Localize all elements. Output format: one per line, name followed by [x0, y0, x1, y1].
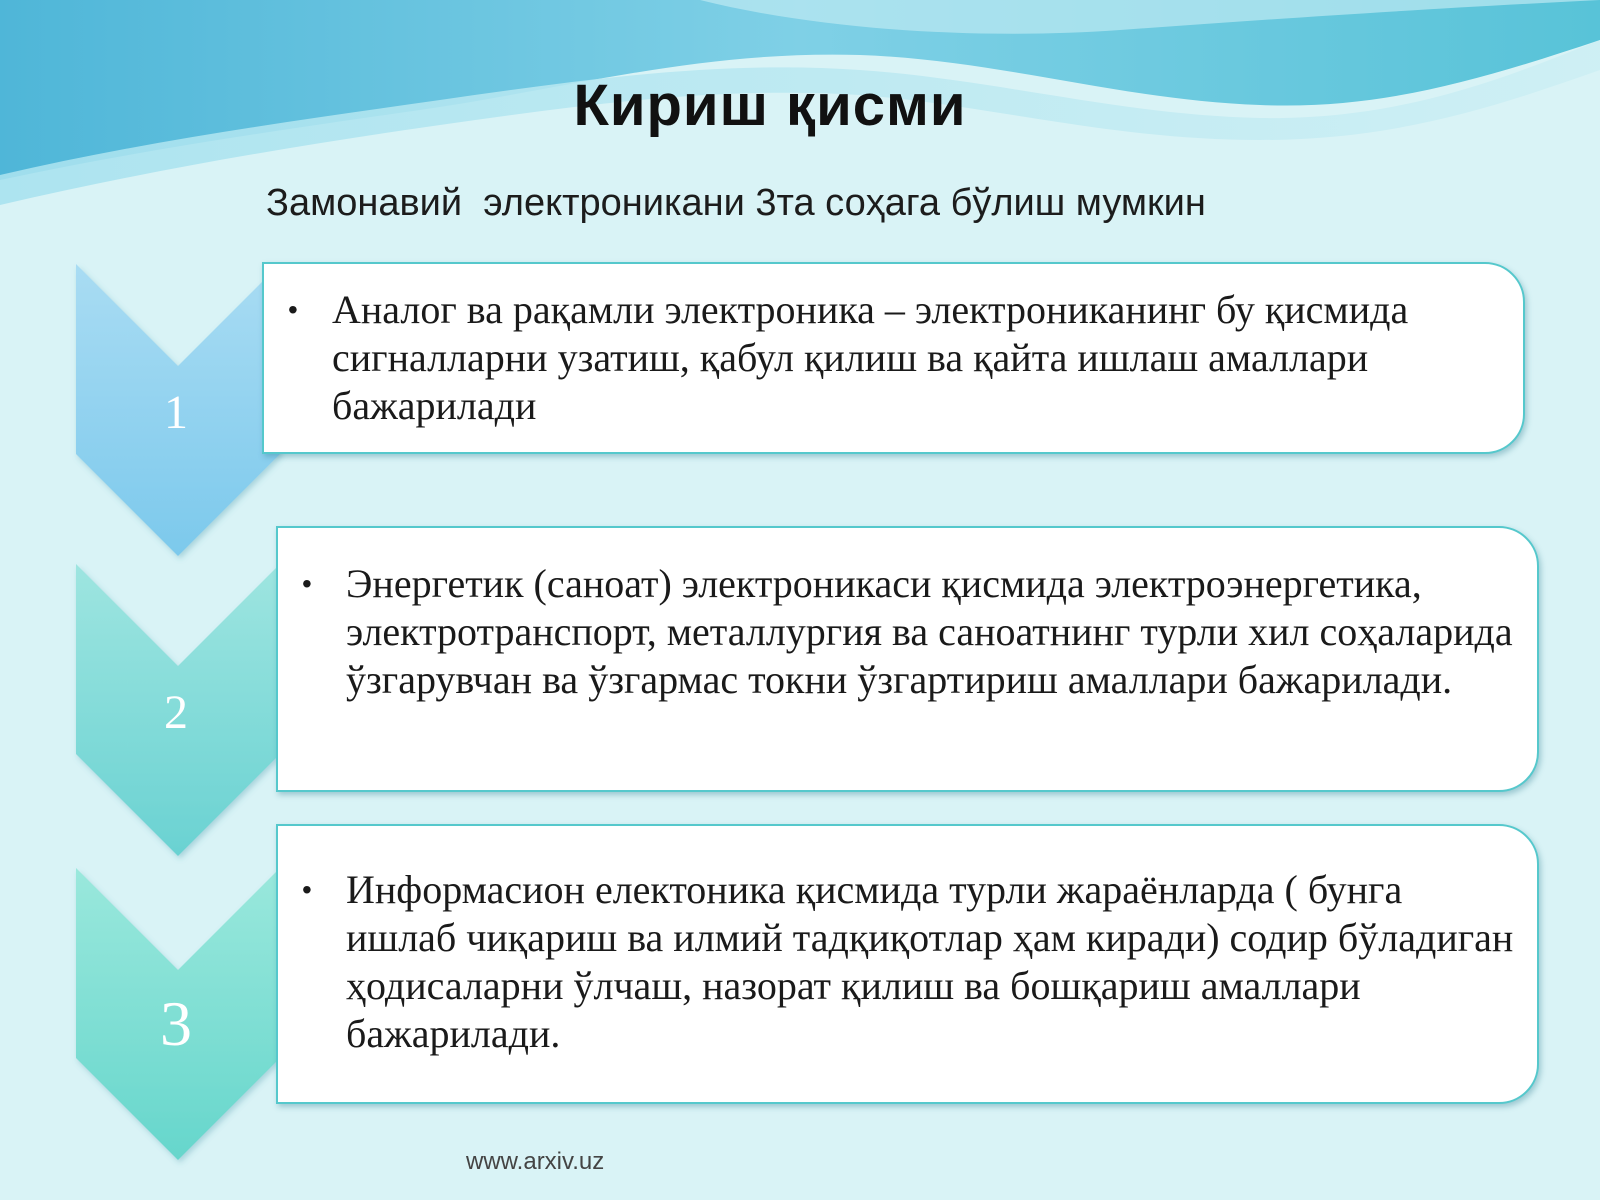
chevron-2: [76, 564, 280, 856]
step-2-item: [302, 560, 1517, 704]
chevron-1: [76, 264, 280, 556]
step-3-text: Информасион електоника қисмида турли жараёнларда ( бунга ишлаб чиқариш ва илмий тадқиқотлар ҳам киради) содир бўладиган ҳодисаларни ўлчаш, назорат қилиш ва бошқариш амаллари бажарилади.: [346, 867, 1514, 1056]
bullet-icon: •: [302, 568, 312, 599]
step-1-box: [262, 262, 1525, 454]
chevron-3-number: 3: [160, 988, 192, 1059]
step-1-item: [288, 286, 1503, 430]
step-1-text: Аналог ва рақамли электроника – электрониканинг бу қисмида сигналларни узатиш, қабул қилиш ва қайта ишлаш амаллари бажарилади: [332, 287, 1409, 428]
chevron-3: [76, 868, 280, 1160]
step-2-box: [276, 526, 1539, 792]
chevron-2-number: 2: [164, 686, 188, 739]
bullet-icon: •: [302, 874, 312, 905]
chevron-1-number: 1: [164, 386, 188, 439]
slide-title: Кириш қисми: [573, 73, 967, 138]
step-3-box: [276, 824, 1539, 1104]
slide-subtitle: Замонавий электроникани 3та соҳага бўлиш мумкин: [266, 182, 1206, 224]
step-2-text: Энергетик (саноат) электроникаси қисмида электроэнергетика, электротранспорт, металлургия ва саноатнинг турли хил соҳаларида ўзгарувчан ва ўзгармас токни ўзгартириш амаллари бажарилади.: [346, 561, 1513, 702]
step-3-item: [302, 866, 1517, 1058]
bullet-icon: •: [288, 294, 298, 325]
footer-url: www.arxiv.uz: [466, 1148, 605, 1175]
